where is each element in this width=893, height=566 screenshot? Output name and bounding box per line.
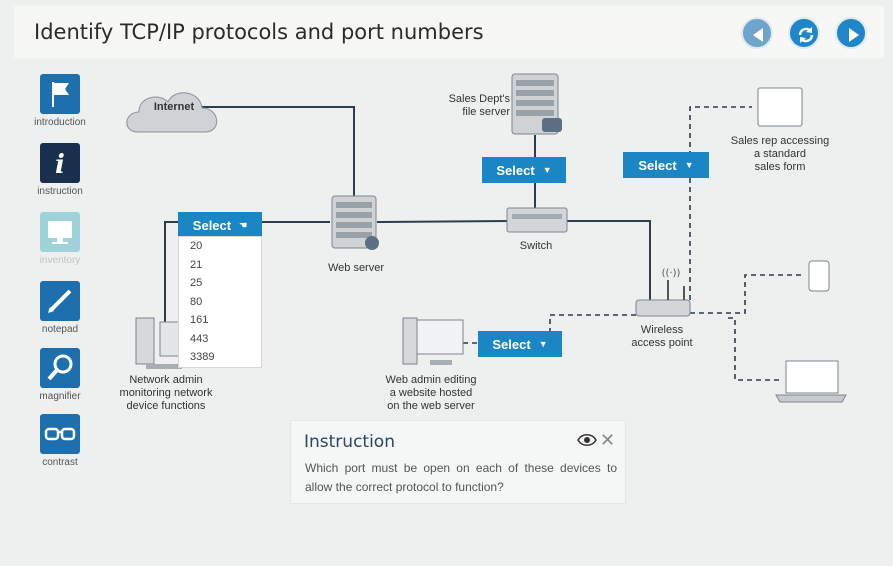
sales-server-label: Sales Dept's file server	[448, 93, 510, 118]
close-icon[interactable]: ✕	[600, 430, 616, 450]
dropdown-option[interactable]: 20	[190, 240, 203, 252]
caret-down-icon: ▼	[538, 339, 548, 349]
network-admin-label: Network admin monitoring network device functions	[119, 374, 213, 412]
svg-text:((·)): ((·))	[661, 268, 681, 279]
sales-rep-label: Sales rep accessing a standard sales form	[730, 135, 830, 173]
sidebar-item-label: magnifier	[39, 391, 81, 402]
switch-icon	[507, 208, 567, 232]
select-sales-rep[interactable]	[623, 152, 709, 178]
port-dropdown-list	[178, 236, 262, 368]
web-admin-label: Web admin editing a website hosted on the web server	[385, 374, 477, 412]
eye-icon[interactable]	[577, 433, 597, 447]
dropdown-option[interactable]: 80	[190, 295, 203, 308]
admin-computer-icon	[136, 318, 184, 369]
dropdown-option[interactable]: 21	[190, 258, 203, 271]
select-label: Select	[492, 336, 531, 352]
hand-cursor-icon: ☚	[239, 219, 248, 230]
page-title: Identify TCP/IP protocols and port numbers	[34, 20, 484, 44]
web-server-icon	[332, 196, 379, 250]
select-label: Select	[496, 162, 535, 178]
internet-label: Internet	[153, 101, 195, 113]
wireless-ap-icon	[636, 268, 690, 316]
caret-down-icon: ▼	[684, 160, 694, 170]
sales-rep-device-icon	[758, 88, 802, 126]
laptop-icon	[776, 361, 846, 402]
caret-down-icon: ▼	[542, 165, 552, 175]
dropdown-option[interactable]: 25	[190, 277, 203, 289]
sidebar-item-label: introduction	[34, 117, 86, 128]
sidebar-item-label: contrast	[42, 457, 78, 468]
dropdown-option[interactable]: 3389	[190, 351, 215, 363]
switch-label: Switch	[519, 240, 553, 252]
select-label: Select	[638, 157, 677, 173]
select-network-admin[interactable]	[178, 212, 262, 238]
web-server-label: Web server	[327, 262, 385, 274]
wireless-label: Wireless access point	[631, 324, 693, 349]
phone-icon	[809, 261, 829, 291]
file-server-icon	[512, 74, 562, 134]
web-admin-computer-icon	[403, 318, 463, 365]
select-web-admin[interactable]	[478, 331, 562, 357]
select-sales-server[interactable]	[482, 157, 566, 183]
sidebar-item-label: notepad	[41, 324, 79, 335]
instruction-text: Which port must be open on each of these devices to allow the correct protocol to function?	[305, 461, 617, 494]
svg-text:i: i	[55, 150, 65, 180]
select-label: Select	[192, 217, 232, 233]
dropdown-option[interactable]: 443	[190, 332, 209, 345]
sidebar-item-label: instruction	[37, 186, 83, 197]
instruction-panel	[290, 420, 626, 504]
instruction-title: Instruction	[304, 432, 395, 452]
dropdown-option[interactable]: 161	[190, 314, 209, 326]
sidebar-item-label: inventory	[39, 255, 81, 266]
